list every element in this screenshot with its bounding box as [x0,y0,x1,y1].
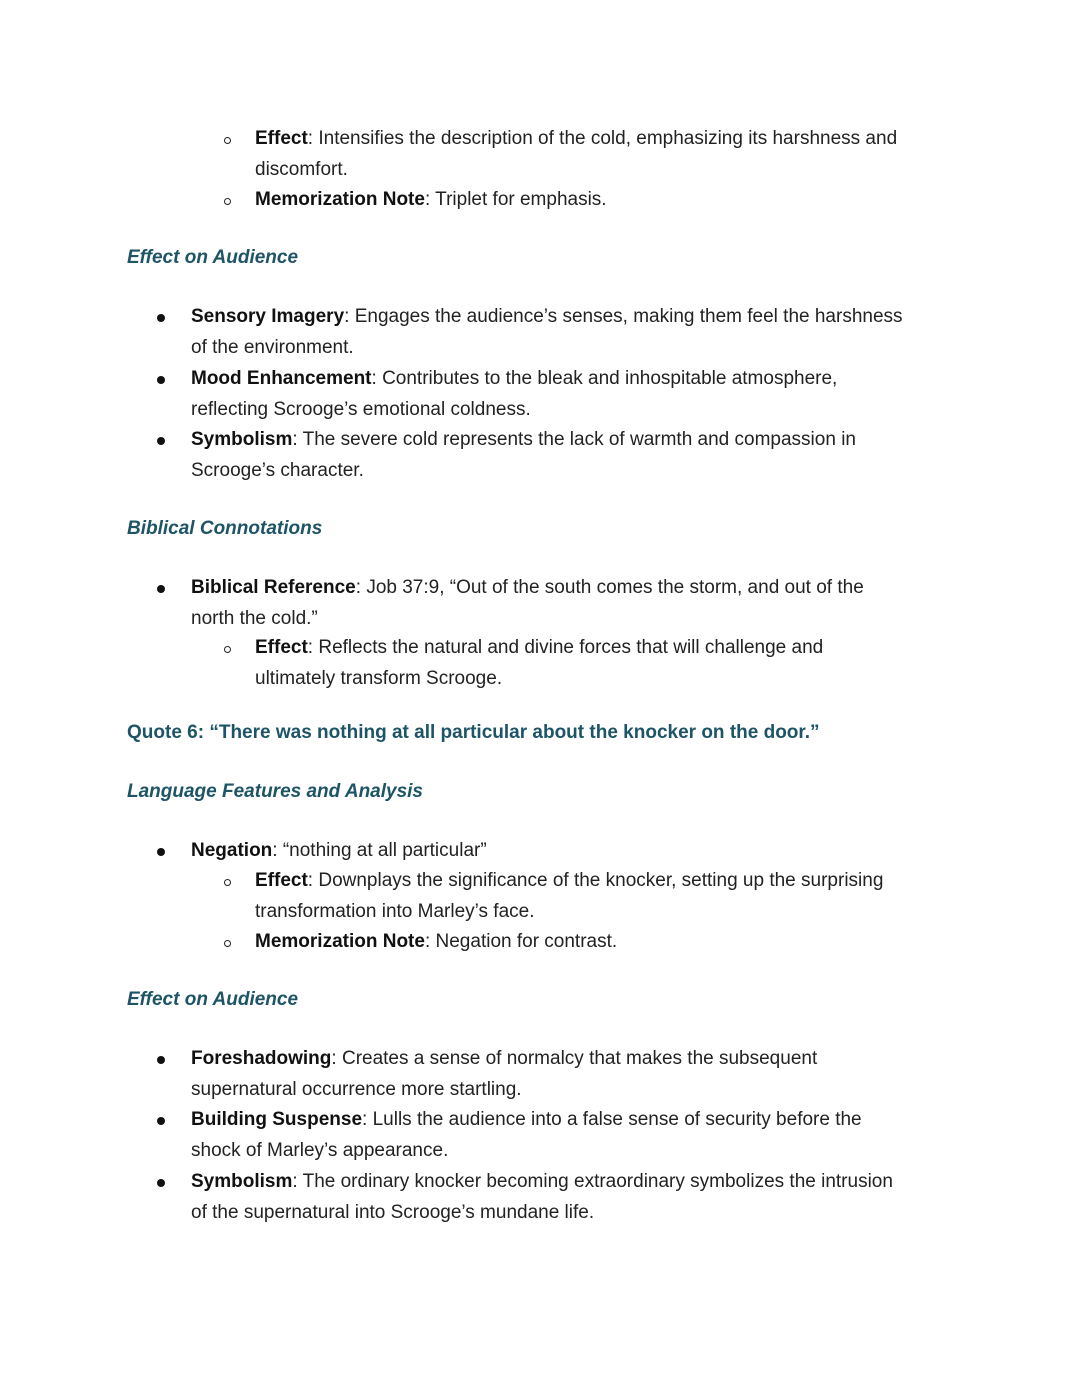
section-heading: Effect on Audience [127,247,299,268]
term: Effect [255,870,308,891]
sub-bullet-memorization: Memorization Note: Triplet for emphasis. [255,189,607,210]
bullet-icon [157,848,165,856]
desc: Downplays the significance of the knocker, setting up the surprising [318,870,884,891]
term: Symbolism [191,429,293,450]
desc-cont: reflecting Scrooge’s emotional coldness. [191,398,531,420]
desc: Lulls the audience into a false sense of security before the [372,1109,862,1130]
desc-cont: supernatural occurrence more startling. [191,1078,522,1100]
desc-cont: ultimately transform Scrooge. [255,667,503,689]
sub-bullet-icon [224,198,231,205]
bullet-icon [157,437,165,445]
quote-heading: Quote 6: “There was nothing at all particular about the knocker on the door.” [127,722,820,743]
term: Memorization Note [255,931,425,952]
desc: Reflects the natural and divine forces that will challenge and [318,637,824,658]
section-heading: Effect on Audience [127,989,299,1010]
sub-bullet-item: Effect: Downplays the significance of the knocker, setting up the surprising transformation into Marley’s face. [255,870,884,922]
bullet-item: Sensory Imagery: Engages the audience’s senses, making them feel the harshness of the environment. [191,306,903,358]
sub-bullet-effect: Effect: Intensifies the description of the cold, emphasizing its harshness and discomfort. [255,128,898,180]
bullet-icon [157,314,165,322]
desc-cont: shock of Marley’s appearance. [191,1139,449,1161]
desc: Creates a sense of normalcy that makes the subsequent [341,1048,818,1069]
bullet-item: Negation: “nothing at all particular” [191,840,487,861]
desc: The ordinary knocker becoming extraordinary symbolizes the intrusion [302,1171,893,1192]
term: Symbolism [191,1171,293,1192]
term: Mood Enhancement [191,368,372,389]
desc: Intensifies the description of the cold, emphasizing its harshness and [318,128,898,149]
sub-bullet-icon [224,940,231,947]
term: Building Suspense [191,1109,363,1130]
desc-cont: north the cold.” [191,607,318,629]
bullet-item: Biblical Reference: Job 37:9, “Out of the south comes the storm, and out of the north the cold.” [191,577,864,629]
bullet-icon [157,1179,165,1187]
term: Effect [255,637,308,658]
desc-cont: discomfort. [255,158,348,180]
desc: Engages the audience’s senses, making them feel the harshness [354,306,903,327]
bullet-item: Foreshadowing: Creates a sense of normalcy that makes the subsequent supernatural occurrence more startling. [191,1048,818,1100]
desc: Contributes to the bleak and inhospitable atmosphere, [382,368,838,389]
bullet-item: Mood Enhancement: Contributes to the bleak and inhospitable atmosphere, reflecting Scrooge’s emotional coldness. [191,368,838,420]
bullet-item: Symbolism: The ordinary knocker becoming extraordinary symbolizes the intrusion of the supernatural into Scrooge’s mundane life. [191,1171,893,1223]
desc: “nothing at all particular” [282,840,487,861]
desc: Triplet for emphasis. [435,189,607,210]
section-heading: Biblical Connotations [127,518,323,539]
term: Memorization Note [255,189,425,210]
desc: The severe cold represents the lack of warmth and compassion in [302,429,856,450]
sub-bullet-icon [224,646,231,653]
bullet-item: Symbolism: The severe cold represents the lack of warmth and compassion in Scrooge’s character. [191,429,856,481]
term: Effect [255,128,308,149]
sub-bullet-icon [224,137,231,144]
sub-bullet-item: Memorization Note: Negation for contrast. [255,931,618,952]
term: Negation [191,840,273,861]
bullet-icon [157,1117,165,1125]
desc: Job 37:9, “Out of the south comes the storm, and out of the [366,577,864,598]
bullet-icon [157,376,165,384]
sub-bullet-item: Effect: Reflects the natural and divine forces that will challenge and ultimately transform Scrooge. [255,637,824,689]
term: Sensory Imagery [191,306,345,327]
sub-bullet-icon [224,879,231,886]
desc-cont: of the supernatural into Scrooge’s mundane life. [191,1201,595,1223]
desc-cont: transformation into Marley’s face. [255,900,535,922]
bullet-icon [157,1056,165,1064]
section-heading: Language Features and Analysis [127,781,423,802]
term: Biblical Reference [191,577,356,598]
desc-cont: of the environment. [191,336,354,358]
term: Foreshadowing [191,1048,332,1069]
bullet-icon [157,585,165,593]
desc-cont: Scrooge’s character. [191,459,364,481]
bullet-item: Building Suspense: Lulls the audience into a false sense of security before the shock of Marley’s appearance. [191,1109,862,1161]
desc: Negation for contrast. [435,931,618,952]
